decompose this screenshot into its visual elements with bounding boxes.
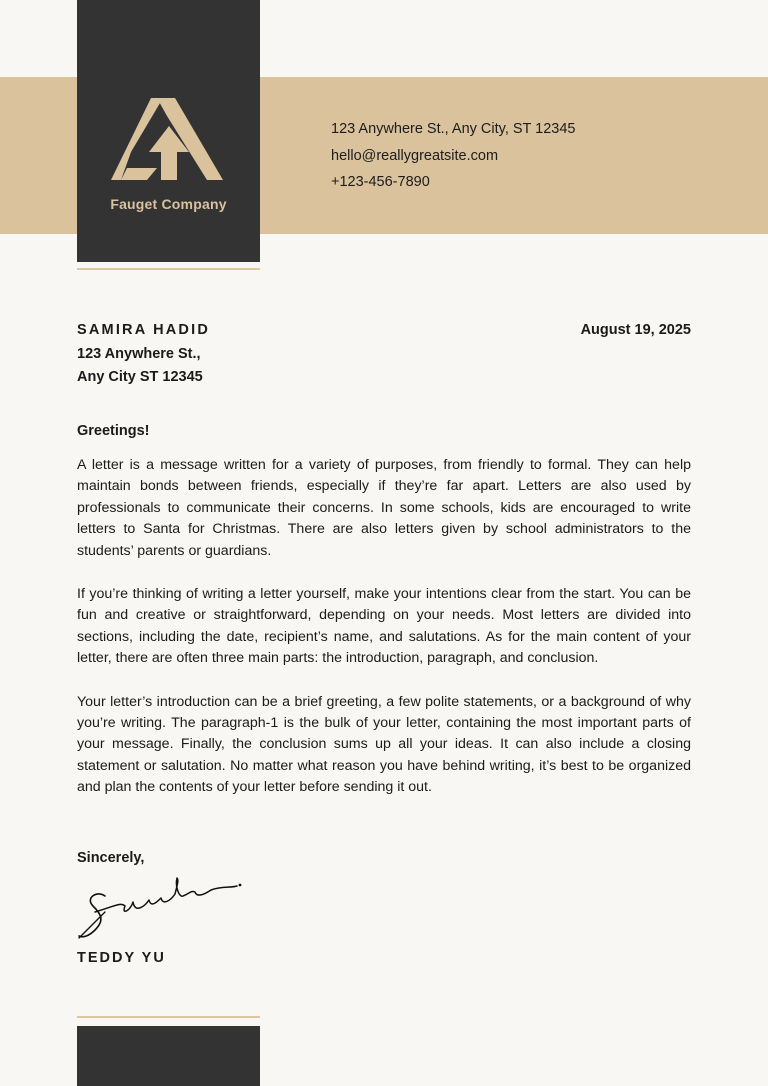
contact-email: hello@reallygreatsite.com — [331, 147, 499, 164]
recipient-address-line2: Any City ST 12345 — [77, 369, 203, 385]
company-name: Fauget Company — [110, 196, 227, 212]
signature-image — [75, 872, 245, 944]
contact-address: 123 Anywhere St., Any City, ST 12345 — [331, 121, 576, 137]
recipient-address-line1: 123 Anywhere St., — [77, 345, 201, 362]
closing: Sincerely, — [77, 850, 145, 866]
greeting: Greetings! — [77, 423, 150, 439]
body-paragraph: A letter is a message written for a variety of purposes, from friendly to formal. They can help maintain bonds between friends, especially if they’re far apart. Letters are also used by professionals to communicate their concerns. In some schools, kids are encouraged to write letters to Santa for Christmas. There are also letters given by school administrators to the students’ parents or guardians. — [77, 457, 691, 559]
footer-block — [77, 1026, 260, 1086]
letter-body — [77, 455, 691, 821]
footer-divider — [77, 1016, 260, 1018]
body-paragraph: If you’re thinking of writing a letter yourself, make your intentions clear from the start. You can be fun and creative or straightforward, depending on your needs. Most letters are divided into sections, including the date, recipient’s name, and salutations. As for the main content of your letter, there are often three main parts: the introduction, paragraph, and conclusion. — [77, 586, 691, 667]
contact-info — [331, 119, 576, 199]
body-paragraph: Your letter’s introduction can be a brief greeting, a few polite statements, or a background of why you’re writing. The paragraph-1 is the bulk of your letter, containing the most important parts of your message. Finally, the conclusion sums up all your ideas. It can also include a closing statement or salutation. No matter what reason you have behind writing, it’s best to be organized and plan the contents of your letter before sending it out. — [77, 693, 691, 796]
company-logo-icon — [107, 96, 227, 184]
signer-name: TEDDY YU — [77, 950, 166, 966]
letter-date: August 19, 2025 — [580, 322, 691, 338]
recipient-name: SAMIRA HADID — [77, 322, 210, 338]
contact-phone: +123-456-7890 — [331, 174, 430, 190]
header-divider — [77, 268, 260, 270]
recipient-block — [77, 319, 210, 390]
logo-block — [77, 0, 260, 262]
